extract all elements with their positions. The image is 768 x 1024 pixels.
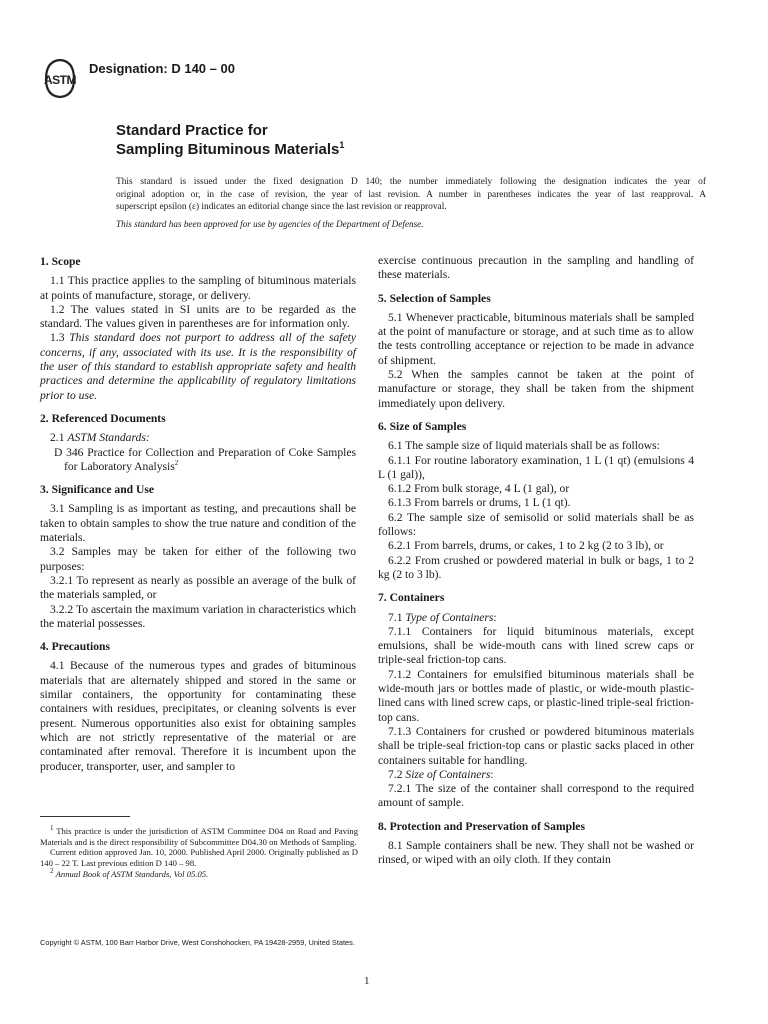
footnote-1-edition: Current edition approved Jan. 10, 2000. Published April 2000. Originally published as D 140 – 22 T. Last previous edition D 140 – 98. [40, 847, 358, 869]
paragraph-3-1: 3.1 Sampling is as important as testing, and precautions shall be taken to obtain samples to show the true nature and condition of the materials. [40, 502, 356, 545]
dod-approval-note: This standard has been approved for use by agencies of the Department of Defense. [116, 219, 424, 229]
title-footnote-mark: 1 [339, 140, 345, 150]
title-line-2 [116, 140, 344, 159]
footnote-text: Annual Book of ASTM Standards, Vol 05.05. [55, 868, 209, 879]
astm-logo [40, 57, 80, 99]
footnote-text: This practice is under the jurisdiction of ASTM Committee D04 on Road and Paving Materials and is the direct responsibility of Subcommittee D04.30 on Methods of Sampling. [40, 826, 358, 847]
right-column [378, 254, 694, 868]
paragraph-1-1: 1.1 This practice applies to the sampling of bituminous materials at points of manufacture, storage, or delivery. [40, 274, 356, 302]
subsection-title: Size of Containers [405, 767, 491, 781]
section-heading-scope: 1. Scope [40, 255, 81, 268]
designation: Designation: D 140 – 00 [89, 61, 235, 76]
paragraph-1-3 [40, 331, 356, 402]
logo-text: ASTM [44, 73, 76, 87]
paragraph-number: 7.2 [388, 767, 406, 781]
paragraph-7-1-1: 7.1.1 Containers for liquid bituminous materials, except emulsions, shall be wide-mouth cans with lined screw caps or triple-seal friction-top cans. [378, 624, 694, 667]
copyright-notice: Copyright © ASTM, 100 Barr Harbor Drive, West Conshohocken, PA 19428-2959, United States. [40, 938, 355, 947]
footnote-1 [40, 826, 358, 847]
reference-text: D 346 Practice for Collection and Preparation of Coke Samples for Laboratory Analysis [54, 445, 356, 473]
paragraph-6-2: 6.2 The sample size of semisolid or solid materials shall be as follows: [378, 510, 694, 539]
footnote-divider [40, 816, 130, 817]
paragraph-1-2: 1.2 The values stated in SI units are to be regarded as the standard. The values given in parentheses are for information only. [40, 302, 356, 331]
section-heading-significance: 3. Significance and Use [40, 483, 155, 497]
paragraph-6-1-3: 6.1.3 From barrels or drums, 1 L (1 qt). [388, 496, 571, 510]
document-title [116, 121, 344, 159]
section-heading-referenced: 2. Referenced Documents [40, 411, 166, 425]
section-heading-selection: 5. Selection of Samples [378, 291, 491, 305]
footnote-mark: 1 [50, 824, 54, 833]
section-heading-precautions: 4. Precautions [40, 640, 110, 654]
title-line-1: Standard Practice for [116, 122, 268, 139]
reference-d346 [40, 446, 356, 475]
issuance-line: original adoption or, in the case of revision, the year of last revision. A number in parentheses indicates the year of last reapproval. A [116, 189, 706, 200]
issuance-note [116, 176, 706, 214]
paragraph-4-1-continued: exercise continuous precaution in the sampling and handling of these materials. [378, 254, 694, 282]
section-heading-size: 6. Size of Samples [378, 419, 467, 433]
paragraph-7-2: 7.2 Size of Containers: [388, 767, 494, 781]
paragraph-5-1: 5.1 Whenever practicable, bituminous materials shall be sampled at the point of manufacture or storage, and at such time as to allow the tests controlling acceptance or rejection to be made in advance of shipment. [378, 310, 694, 367]
footnotes [40, 826, 358, 880]
astm-standards-label: ASTM Standards: [67, 431, 150, 445]
paragraph-number: 1.3 [50, 331, 70, 345]
paragraph-6-1: 6.1 The sample size of liquid materials shall be as follows: [388, 439, 660, 453]
safety-caveat: This standard does not purport to address all of the safety concerns, if any, associated with its use. It is the responsibility of the user of this standard to establish appropriate safety and health practices and determine the applicability of regulatory limitations prior to use. [40, 331, 356, 402]
paragraph-6-1-2: 6.1.2 From bulk storage, 4 L (1 gal), or [388, 482, 570, 496]
paragraph-5-2: 5.2 When the samples cannot be taken at the point of manufacture or storage, they shall be taken from the shipment immediately upon delivery. [378, 368, 694, 410]
paragraph-7-1: 7.1 Type of Containers: [388, 610, 497, 624]
issuance-line: This standard is issued under the fixed designation D 140; the number immediately following the designation indicates the year of [116, 177, 706, 187]
paragraph-2-1 [40, 431, 356, 445]
paragraph-3-2-2: 3.2.2 To ascertain the maximum variation in characteristics which the material possesses. [40, 602, 356, 630]
section-heading-protection: 8. Protection and Preservation of Samples [378, 819, 585, 833]
issuance-line: superscript epsilon (ε) indicates an editorial change since the last revision or reapproval. [116, 202, 447, 212]
paragraph-6-2-1: 6.2.1 From barrels, drums, or cakes, 1 to 2 kg (2 to 3 lb), or [388, 539, 664, 553]
paragraph-7-1-3: 7.1.3 Containers for crushed or powdered bituminous materials shall be triple-seal friction-top cans or plastic sacks placed in other containers suitable for handling. [378, 724, 694, 767]
footnote-mark: 2 [50, 866, 54, 875]
paragraph-3-2-1: 3.2.1 To represent as nearly as possible an average of the bulk of the materials sampled, or [40, 573, 356, 602]
paragraph-4-1: 4.1 Because of the numerous types and grades of bituminous materials that are alternately shipped and stored in the same or similar containers, the opportunity for contaminating these containers with residues, precipitates, or cleaning solvents is ever present. Numerous opportunities also exist for obtaining samples which are not strictly representative of the material or are contaminated after removal. Therefore it is incumbent upon the producer, transporter, user, and sampler to [40, 659, 356, 773]
section-heading-containers: 7. Containers [378, 591, 445, 605]
title-text: Sampling Bituminous Materials [116, 141, 340, 158]
paragraph-7-2-1: 7.2.1 The size of the container shall correspond to the required amount of sample. [378, 782, 694, 810]
footnote-2 [40, 866, 358, 880]
subsection-title: Type of Containers [405, 610, 494, 624]
paragraph-3-2: 3.2 Samples may be taken for either of the following two purposes: [40, 545, 356, 573]
footnote-mark: 2 [174, 459, 179, 467]
page-number: 1 [364, 975, 370, 987]
paragraph-8-1: 8.1 Sample containers shall be new. They shall not be washed or rinsed, or wiped with an oily cloth. If they contain [378, 838, 694, 867]
paragraph-number: 2.1 [50, 431, 68, 445]
paragraph-7-1-2: 7.1.2 Containers for emulsified bituminous materials shall be wide-mouth jars or bottles made of plastic, or wide-mouth plastic-lined cans with lined screw caps, or plastic-lined triple-seal friction-top cans. [378, 667, 694, 724]
left-column [40, 255, 356, 774]
paragraph-number: 7.1 [388, 610, 406, 624]
paragraph-6-1-1: 6.1.1 For routine laboratory examination, 1 L (1 qt) (emulsions 4 L (1 gal)), [378, 453, 694, 481]
paragraph-6-2-2: 6.2.2 From crushed or powdered material in bulk or bags, 1 to 2 kg (2 to 3 lb). [378, 553, 694, 581]
